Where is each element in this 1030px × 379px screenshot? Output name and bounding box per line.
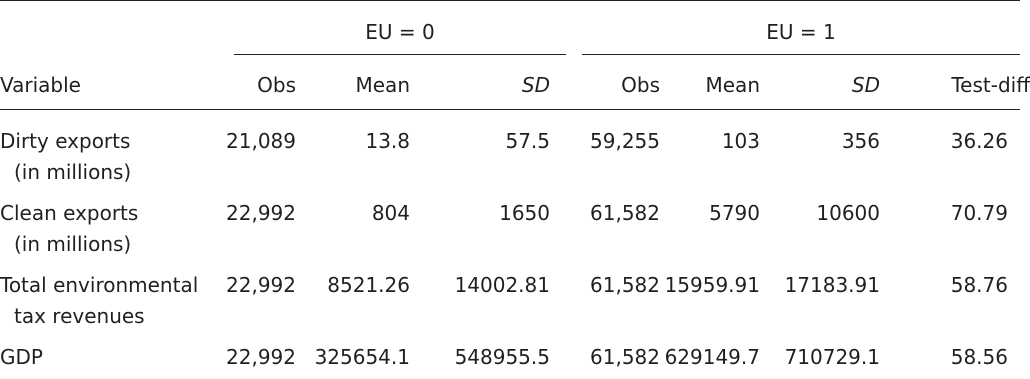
table-cell: 61,582 <box>590 345 660 369</box>
table-cell: 17183.91 <box>784 273 880 297</box>
col-header-sd: SD <box>521 73 550 97</box>
table-cell: 70.79 <box>950 201 1008 225</box>
col-header-sd: SD <box>851 73 880 97</box>
table-cell: 325654.1 <box>314 345 410 369</box>
table-cell: 22,992 <box>226 201 296 225</box>
table-cell: 22,992 <box>226 273 296 297</box>
group-rule-eu0 <box>234 54 566 55</box>
table-cell: 356 <box>841 129 880 153</box>
group-header-eu1: EU = 1 <box>766 20 836 44</box>
table-cell: 36.26 <box>950 129 1008 153</box>
row-label-sub: (in millions) <box>14 232 132 256</box>
table-cell: 58.76 <box>950 273 1008 297</box>
col-header-test-diff: Test-diff <box>951 73 1030 97</box>
col-header-variable: Variable <box>0 73 81 97</box>
row-label: Clean exports <box>0 201 139 225</box>
table-cell: 629149.7 <box>664 345 760 369</box>
row-label-sub: tax revenues <box>14 304 145 328</box>
col-header-obs: Obs <box>257 73 296 97</box>
table-cell: 15959.91 <box>664 273 760 297</box>
table-cell: 8521.26 <box>327 273 410 297</box>
col-header-mean: Mean <box>355 73 410 97</box>
table-cell: 710729.1 <box>784 345 880 369</box>
table-cell: 58.56 <box>950 345 1008 369</box>
row-label: Dirty exports <box>0 129 131 153</box>
table-cell: 59,255 <box>590 129 660 153</box>
row-label: GDP <box>0 345 43 369</box>
col-header-mean: Mean <box>705 73 760 97</box>
top-rule <box>0 0 1020 1</box>
group-rule-eu1 <box>582 54 1020 55</box>
row-label-sub: (in millions) <box>14 160 132 184</box>
table-cell: 1650 <box>499 201 550 225</box>
table-cell: 10600 <box>816 201 880 225</box>
table-cell: 57.5 <box>505 129 550 153</box>
table-cell: 548955.5 <box>454 345 550 369</box>
table-cell: 14002.81 <box>454 273 550 297</box>
table-cell: 13.8 <box>365 129 410 153</box>
table-cell: 61,582 <box>590 201 660 225</box>
col-header-obs: Obs <box>621 73 660 97</box>
table-cell: 804 <box>371 201 410 225</box>
table-cell: 21,089 <box>226 129 296 153</box>
table-cell: 103 <box>721 129 760 153</box>
row-label: Total environmental <box>0 273 199 297</box>
table-cell: 22,992 <box>226 345 296 369</box>
table-cell: 61,582 <box>590 273 660 297</box>
table-cell: 5790 <box>709 201 760 225</box>
header-rule <box>0 109 1020 110</box>
group-header-eu0: EU = 0 <box>365 20 435 44</box>
